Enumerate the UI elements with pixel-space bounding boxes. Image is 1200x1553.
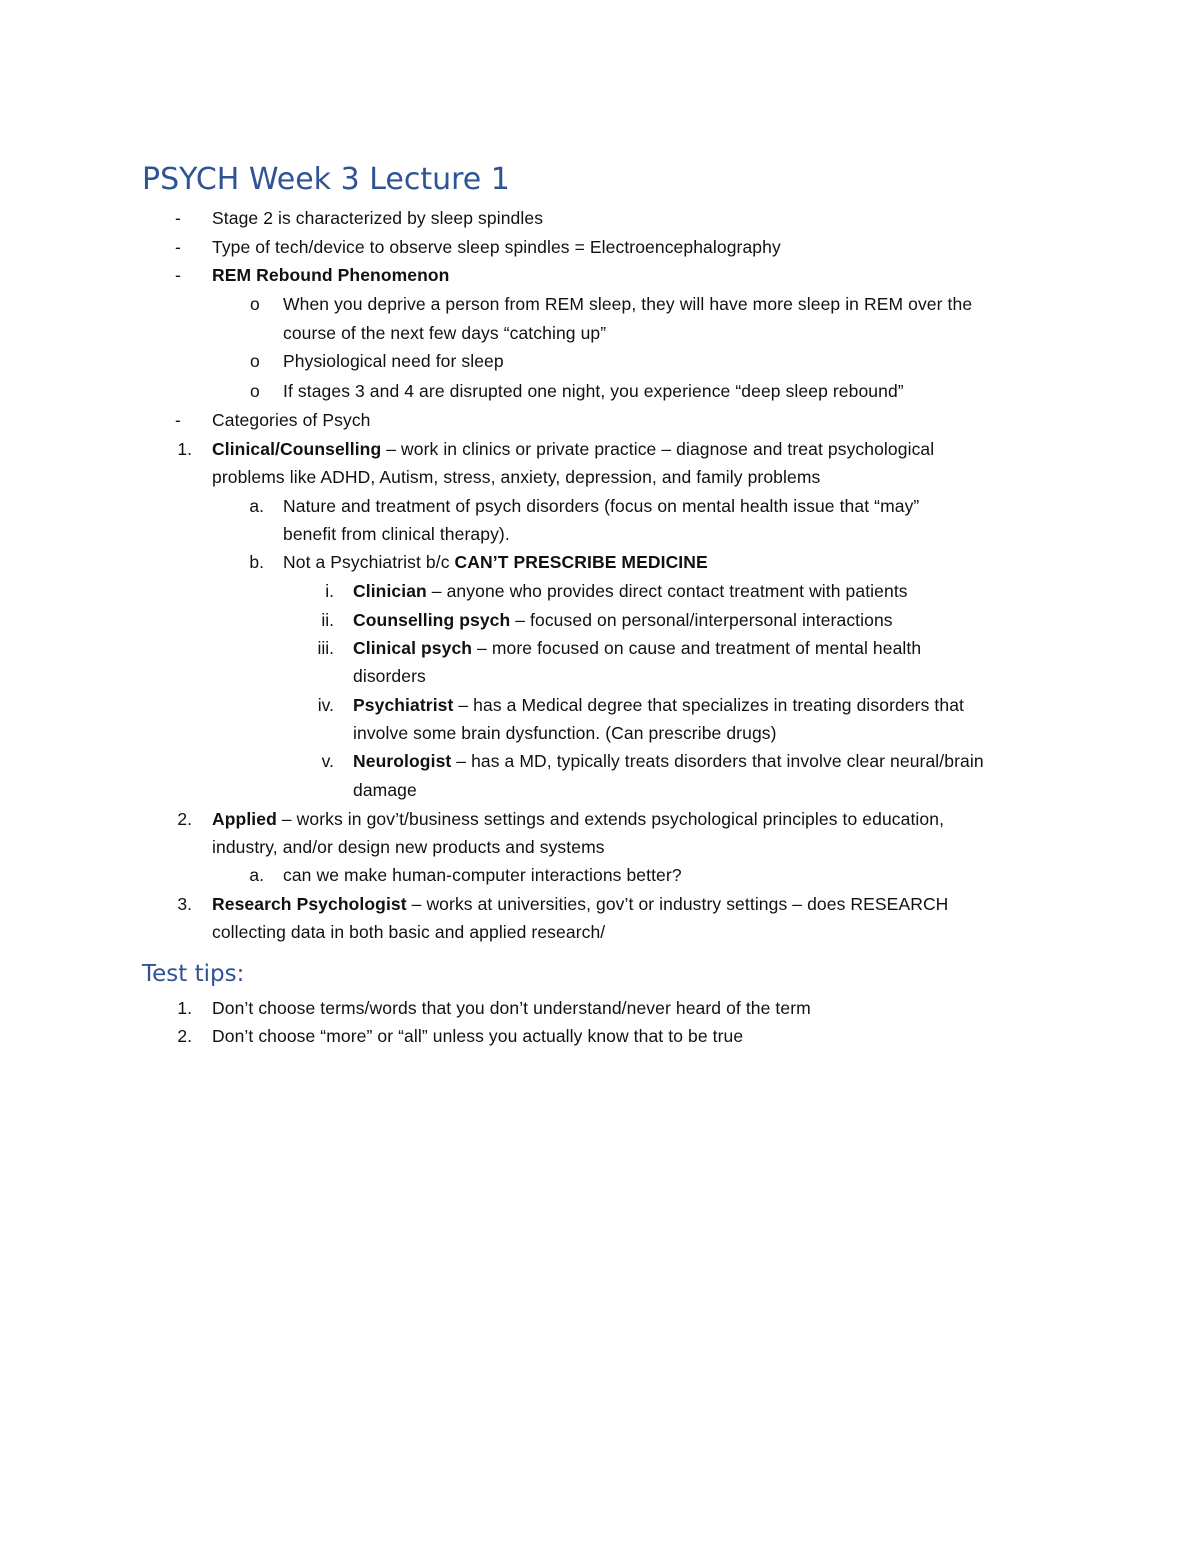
list-roman: iv. [317, 695, 334, 715]
section-heading-test-tips: Test tips: [142, 961, 245, 987]
note-rem-deprive-2: course of the next few days “catching up” [283, 323, 607, 343]
role-neurologist-cont: damage [353, 780, 417, 800]
category-research-cont: collecting data in both basic and applied research/ [212, 922, 606, 942]
note-rem-deprive-1: When you deprive a person from REM sleep, they will have more sleep in REM over the [283, 294, 973, 314]
list-roman: v. [321, 751, 334, 771]
bullet-marker: - [175, 410, 181, 430]
list-number: 2. [177, 1026, 192, 1046]
category-research: Research Psychologist – works at universities, gov’t or industry settings – does RESEARCH [212, 894, 949, 914]
role-clinical-psych-cont: disorders [353, 666, 426, 686]
role-clinician: Clinician – anyone who provides direct contact treatment with patients [353, 581, 908, 601]
role-psychiatrist-cont: involve some brain dysfunction. (Can prescribe drugs) [353, 723, 777, 743]
category-clinical: Clinical/Counselling – work in clinics or private practice – diagnose and treat psychological [212, 439, 935, 459]
role-clinical-psych: Clinical psych – more focused on cause and treatment of mental health [353, 638, 922, 658]
note-categories: Categories of Psych [212, 410, 371, 430]
list-number: 1. [177, 439, 192, 459]
category-applied: Applied – works in gov’t/business settings and extends psychological principles to education, [212, 809, 945, 829]
list-roman: i. [325, 581, 334, 601]
list-roman: iii. [317, 638, 334, 658]
list-number: 2. [177, 809, 192, 829]
role-neurologist: Neurologist – has a MD, typically treats disorders that involve clear neural/brain [353, 751, 984, 771]
clinical-a-1: Nature and treatment of psych disorders (focus on mental health issue that “may” [283, 496, 920, 516]
bullet-marker: - [175, 265, 181, 285]
clinical-a-2: benefit from clinical therapy). [283, 524, 510, 544]
sub-bullet-marker: o [250, 294, 260, 314]
category-applied-cont: industry, and/or design new products and systems [212, 837, 605, 857]
sub-bullet-marker: o [250, 351, 260, 371]
list-roman: ii. [321, 610, 334, 630]
test-tip-2: Don’t choose “more” or “all” unless you actually know that to be true [212, 1026, 744, 1046]
sub-bullet-marker: o [250, 381, 260, 401]
note-deep-sleep: If stages 3 and 4 are disrupted one night, you experience “deep sleep rebound” [283, 381, 904, 401]
clinical-b: Not a Psychiatrist b/c CAN’T PRESCRIBE MEDICINE [283, 552, 708, 572]
applied-a: can we make human-computer interactions better? [283, 865, 682, 885]
list-number: 3. [177, 894, 192, 914]
test-tip-1: Don’t choose terms/words that you don’t understand/never heard of the term [212, 998, 811, 1018]
bullet-marker: - [175, 237, 181, 257]
list-letter: a. [249, 496, 264, 516]
page-title: PSYCH Week 3 Lecture 1 [142, 162, 510, 197]
list-letter: a. [249, 865, 264, 885]
note-rem-rebound: REM Rebound Phenomenon [212, 265, 450, 285]
list-letter: b. [249, 552, 264, 572]
note-stage2: Stage 2 is characterized by sleep spindles [212, 208, 544, 228]
note-physiological: Physiological need for sleep [283, 351, 504, 371]
role-counselling-psych: Counselling psych – focused on personal/interpersonal interactions [353, 610, 893, 630]
list-number: 1. [177, 998, 192, 1018]
bullet-marker: - [175, 208, 181, 228]
note-eeg: Type of tech/device to observe sleep spindles = Electroencephalography [212, 237, 781, 257]
role-psychiatrist: Psychiatrist – has a Medical degree that specializes in treating disorders that [353, 695, 965, 715]
category-clinical-cont: problems like ADHD, Autism, stress, anxiety, depression, and family problems [212, 467, 821, 487]
